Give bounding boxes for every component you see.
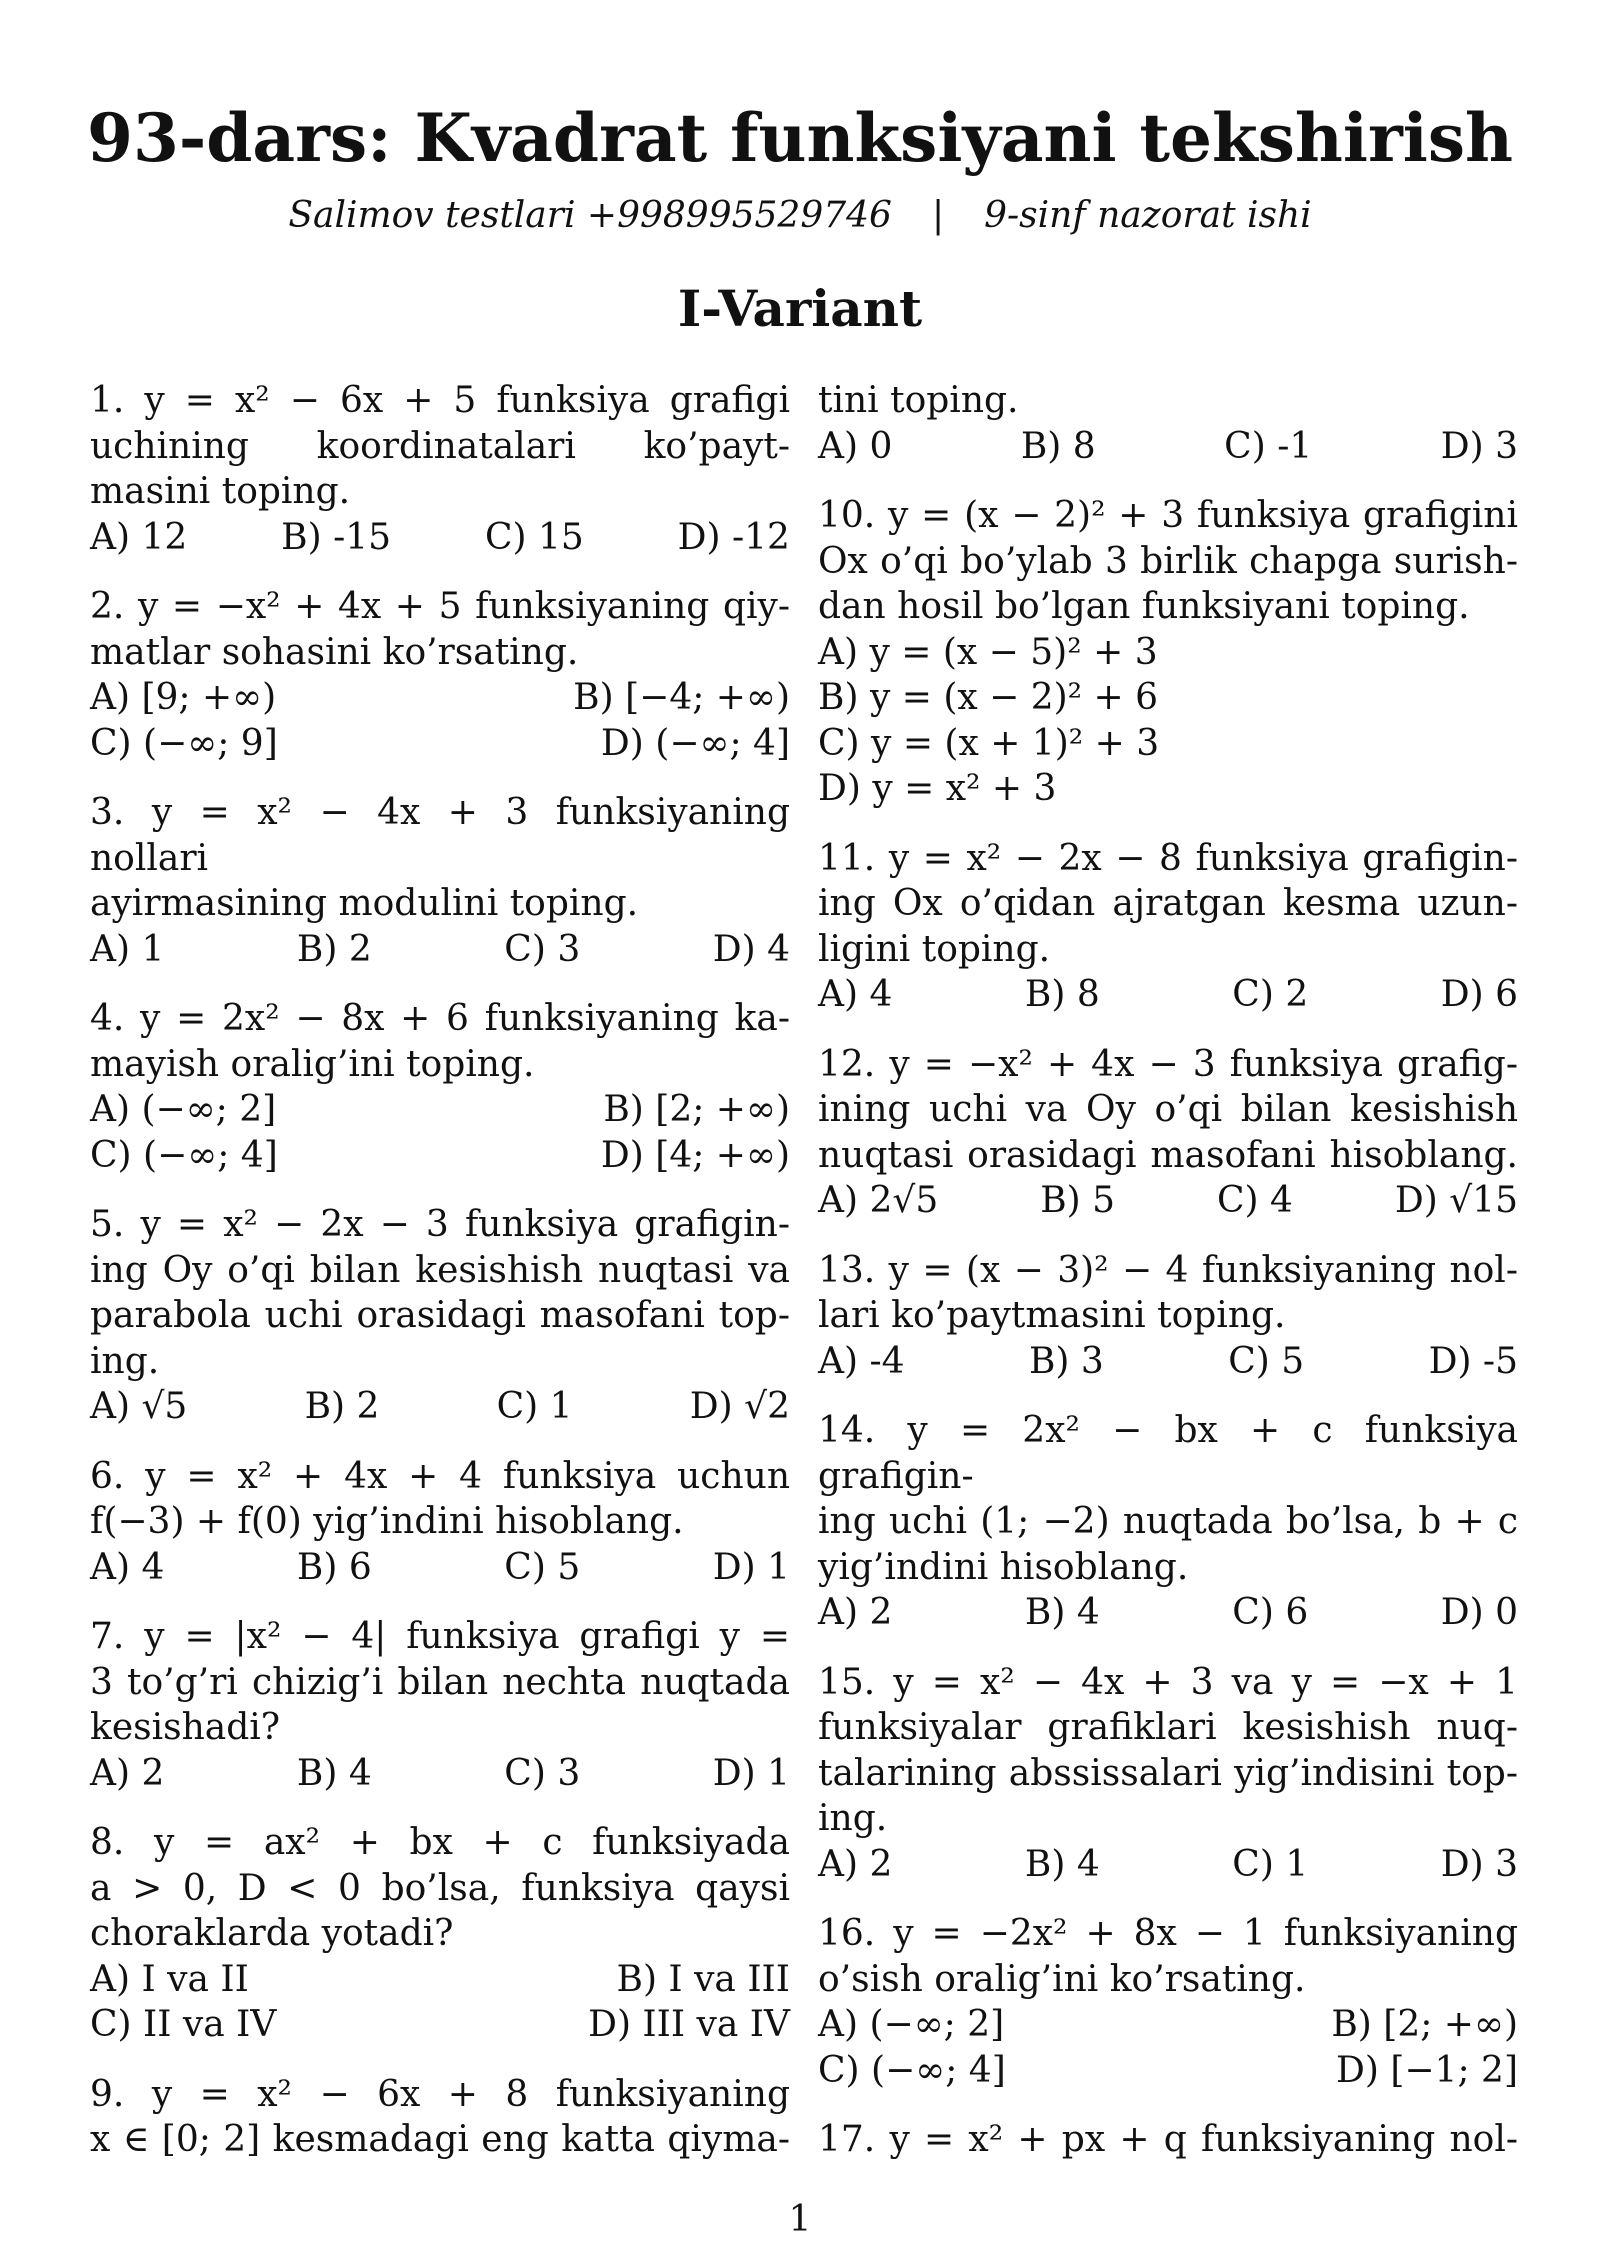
answer-options <box>90 1545 790 1591</box>
question-text-line: 12. y = −x² + 4x − 3 funksiya grafig- <box>818 1043 1518 1085</box>
answer-options <box>818 1178 1518 1224</box>
answer-option: D) III va IV <box>588 2004 790 2045</box>
question-text-line: Ox o’qi bo’ylab 3 birlik chapga surish- <box>818 540 1518 582</box>
answer-option: B) -15 <box>281 516 392 558</box>
answer-option: B) [−4; +∞) <box>573 677 790 718</box>
answer-options <box>90 721 790 767</box>
answer-option: D) 6 <box>1440 974 1518 1015</box>
answer-option: C) 1 <box>496 1386 573 1427</box>
answer-option: A) (−∞; 2] <box>90 1089 277 1130</box>
answer-option: C) (−∞; 4] <box>818 2049 1006 2091</box>
question-text-line: D) y = x² + 3 <box>818 768 1057 809</box>
question-text-line: a > 0, D < 0 bo’lsa, funksiya qaysi <box>90 1867 790 1909</box>
question-text-line: ayirmasining modulini toping. <box>90 883 639 924</box>
answer-option: A) 2 <box>818 1843 893 1885</box>
author-contact: Salimov testlari +998995529746 <box>288 195 892 236</box>
question-text-line: 8. y = ax² + bx + c funksiyada <box>90 1822 790 1863</box>
question-text-line: 14. y = 2x² − bx + c funksiya grafigin- <box>818 1410 1518 1497</box>
answer-option: B) 3 <box>1028 1340 1104 1382</box>
answer-options <box>90 1087 790 1133</box>
question-text-line: ining uchi va Oy o’qi bilan kesishish <box>818 1089 1518 1130</box>
question-text-line: 5. y = x² − 2x − 3 funksiya grafigin- <box>90 1204 790 1245</box>
question-text-line: 9. y = x² − 6x + 8 funksiyaning <box>90 2073 790 2115</box>
question-text-line: uchining koordinatalari ko’payt- <box>90 425 790 467</box>
answer-option: B) 4 <box>296 1752 372 1794</box>
question-text-line: parabola uchi orasidagi masofani top- <box>90 1295 790 1336</box>
answer-option: D) -5 <box>1428 1340 1518 1382</box>
subtitle-separator: | <box>931 195 945 236</box>
answer-option: D) [4; +∞) <box>600 1134 790 1176</box>
answer-option: B) [2; +∞) <box>603 1089 790 1130</box>
question-text-line: talarining abssissalari yig’indisini top- <box>818 1752 1518 1794</box>
answer-option: A) 12 <box>90 516 188 558</box>
answer-option: C) 3 <box>504 928 581 970</box>
question-text-line: ing uchi (1; −2) nuqtada bo’lsa, b + c <box>818 1501 1518 1542</box>
answer-option: B) 8 <box>1024 974 1100 1015</box>
question-text-line: 1. y = x² − 6x + 5 funksiya grafigi <box>90 380 790 421</box>
question-text-line: C) y = (x + 1)² + 3 <box>818 722 1160 764</box>
question-text-line: yig’indini hisoblang. <box>818 1546 1189 1588</box>
question-text-line: ligini toping. <box>818 928 1051 970</box>
answer-options <box>90 1384 790 1430</box>
answer-option: B) 8 <box>1020 425 1096 467</box>
question-text-line: nuqtasi orasidagi masofani hisoblang. <box>818 1134 1518 1176</box>
answer-option: C) 5 <box>1228 1340 1305 1382</box>
question-text-line: lari ko’paytmasini toping. <box>818 1295 1286 1336</box>
answer-option: D) √2 <box>689 1386 790 1427</box>
answer-option: C) (−∞; 4] <box>90 1134 278 1176</box>
question-text-line: kesishadi? <box>90 1707 281 1748</box>
answer-option: A) (−∞; 2] <box>818 2004 1005 2045</box>
answer-option: D) (−∞; 4] <box>600 722 790 764</box>
answer-option: A) 2√5 <box>818 1180 939 1221</box>
answer-options <box>90 515 790 561</box>
question-text-line: 13. y = (x − 3)² − 4 funksiyaning nol- <box>818 1249 1518 1291</box>
grade-label: 9-sinf nazorat ishi <box>984 195 1312 236</box>
answer-option: C) -1 <box>1224 425 1313 467</box>
answer-option: A) 2 <box>818 1592 893 1633</box>
question-text-line: ing. <box>90 1340 160 1382</box>
question-text-line: x ∈ [0; 2] kesmadagi eng katta qiyma- <box>90 2119 790 2160</box>
answer-option: D) [−1; 2] <box>1336 2049 1518 2091</box>
answer-options <box>90 927 790 973</box>
question-text-line: B) y = (x − 2)² + 6 <box>818 677 1159 718</box>
left-column <box>90 378 790 2163</box>
question-text-line: dan hosil bo’lgan funksiyani toping. <box>818 586 1470 627</box>
answer-option: D) 4 <box>712 928 790 970</box>
answer-option: A) I va II <box>90 1958 249 2000</box>
answer-option: C) 3 <box>504 1752 581 1794</box>
answer-option: A) 0 <box>818 425 893 467</box>
answer-option: D) 1 <box>712 1546 790 1588</box>
answer-option: A) √5 <box>90 1386 188 1427</box>
answer-option: C) 4 <box>1217 1180 1293 1221</box>
question-text-line: 7. y = |x² − 4| funksiya grafigi y = <box>90 1616 790 1657</box>
answer-option: B) 2 <box>304 1386 380 1427</box>
question-text-line: 16. y = −2x² + 8x − 1 funksiyaning <box>818 1913 1518 1954</box>
question-text-line: choraklarda yotadi? <box>90 1913 454 1954</box>
answer-option: D) 3 <box>1440 425 1518 467</box>
answer-options <box>818 424 1518 470</box>
answer-option: A) [9; +∞) <box>90 677 277 718</box>
answer-options <box>818 2002 1518 2048</box>
answer-option: D) 1 <box>712 1752 790 1794</box>
question-text-line: A) y = (x − 5)² + 3 <box>818 631 1158 673</box>
page-title: 93-dars: Kvadrat funksiyani tekshirish <box>87 99 1513 177</box>
answer-option: B) [2; +∞) <box>1331 2004 1518 2045</box>
question-text-line: 3 to’g’ri chizig’i bilan nechta nuqtada <box>90 1661 790 1703</box>
question-text-line: 17. y = x² + px + q funksiyaning nol- <box>818 2119 1518 2160</box>
question-text-line: funksiyalar grafiklari kesishish nuq- <box>818 1707 1518 1748</box>
answer-option: A) 2 <box>90 1752 165 1794</box>
answer-options <box>818 1339 1518 1385</box>
answer-option: D) √15 <box>1394 1180 1518 1221</box>
question-text-line: masini toping. <box>90 471 351 512</box>
answer-option: A) 4 <box>90 1546 165 1588</box>
answer-option: D) -12 <box>677 516 790 558</box>
answer-option: C) 5 <box>504 1546 581 1588</box>
answer-options <box>90 1133 790 1179</box>
answer-option: C) II va IV <box>90 2004 277 2045</box>
answer-options <box>90 2002 790 2048</box>
answer-option: C) 1 <box>1232 1843 1309 1885</box>
question-text-line: 11. y = x² − 2x − 8 funksiya grafigin- <box>818 837 1518 879</box>
question-text-line: 4. y = 2x² − 8x + 6 funksiyaning ka- <box>90 998 790 1039</box>
answer-option: C) (−∞; 9] <box>90 722 278 764</box>
answer-option: B) 4 <box>1024 1592 1100 1633</box>
answer-option: B) 2 <box>296 928 372 970</box>
question-text-line: 3. y = x² − 4x + 3 funksiyaning nollari <box>90 792 790 879</box>
question-text-line: f(−3) + f(0) yig’indini hisoblang. <box>90 1501 684 1542</box>
question-text-line: ing Oy o’qi bilan kesishish nuqtasi va <box>90 1249 790 1291</box>
question-text-line: 10. y = (x − 2)² + 3 funksiya grafigini <box>818 495 1518 536</box>
question-text-line: o’sish oralig’ini ko’rsating. <box>818 1958 1306 2000</box>
answer-option: A) -4 <box>818 1340 905 1382</box>
right-column <box>818 378 1518 2163</box>
answer-option: B) 4 <box>1024 1843 1100 1885</box>
answer-options <box>818 2048 1518 2094</box>
question-text-line: ing Ox o’qidan ajratgan kesma uzun- <box>818 883 1518 924</box>
question-text-line: tini toping. <box>818 380 1019 421</box>
answer-options <box>818 1842 1518 1888</box>
answer-option: B) I va III <box>616 1958 790 2000</box>
subtitle <box>0 193 1600 239</box>
variant-heading: I-Variant <box>677 279 923 338</box>
answer-option: C) 2 <box>1232 974 1309 1015</box>
answer-option: A) 1 <box>90 928 165 970</box>
answer-option: D) 3 <box>1440 1843 1518 1885</box>
answer-option: A) 4 <box>818 974 893 1015</box>
question-text-line: 2. y = −x² + 4x + 5 funksiyaning qiy- <box>90 586 790 627</box>
page-number: 1 <box>788 2199 812 2240</box>
question-text-line: 6. y = x² + 4x + 4 funksiya uchun <box>90 1455 790 1497</box>
answer-option: B) 5 <box>1040 1180 1116 1221</box>
answer-options <box>818 1590 1518 1636</box>
answer-option: C) 15 <box>484 516 584 558</box>
answer-options <box>90 675 790 721</box>
question-text-line: mayish oralig’ini toping. <box>90 1043 535 1085</box>
answer-option: B) 6 <box>296 1546 372 1588</box>
question-text-line: matlar sohasini ko’rsating. <box>90 631 579 673</box>
question-text-line: ing. <box>818 1798 888 1839</box>
answer-option: D) 0 <box>1440 1592 1518 1633</box>
answer-options <box>90 1957 790 2003</box>
answer-option: C) 6 <box>1232 1592 1309 1633</box>
answer-options <box>818 972 1518 1018</box>
answer-options <box>90 1751 790 1797</box>
question-text-line: 15. y = x² − 4x + 3 va y = −x + 1 <box>818 1661 1518 1703</box>
